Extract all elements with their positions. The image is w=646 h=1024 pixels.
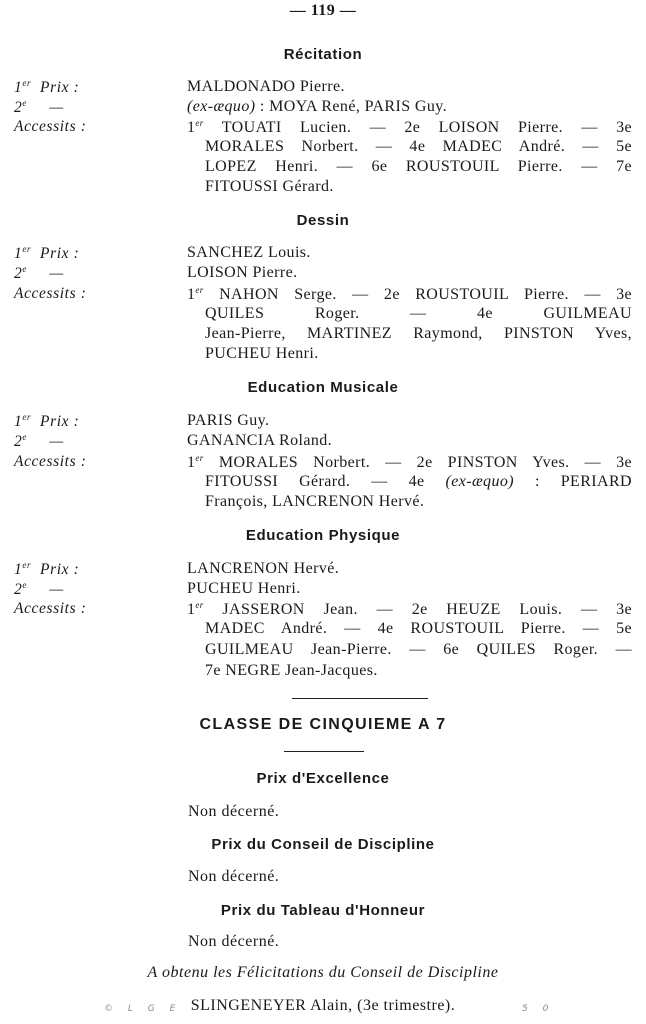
accessits-line: 1er JASSERON Jean. — 2e HEUZE Louis. — 3e	[187, 600, 632, 618]
accessits-line: PUCHEU Henri.	[205, 345, 319, 362]
accessits-row	[0, 118, 646, 138]
accessits-label: Accessits :	[14, 285, 87, 302]
prix-tableau-title: Prix du Tableau d'Honneur	[220, 902, 426, 919]
section-title-musicale: Education Musicale	[247, 379, 399, 396]
accessits-line-row	[0, 662, 646, 682]
second-prize-winner: (ex-æquo) : MOYA René, PARIS Guy.	[187, 98, 448, 115]
accessits-row	[0, 453, 646, 473]
accessits-line-row	[0, 620, 646, 640]
divider-rule	[284, 751, 364, 752]
first-prize-winner: SANCHEZ Louis.	[187, 244, 311, 261]
second-prize-winner: GANANCIA Roland.	[187, 432, 333, 449]
accessits-label: Accessits :	[14, 453, 87, 470]
first-prize-label: 1er Prix :	[14, 412, 80, 430]
accessits-line: François, LANCRENON Hervé.	[205, 493, 425, 510]
watermark-right: 5 0	[522, 1004, 555, 1014]
watermark-left: © L G E	[104, 1004, 182, 1014]
prix-excellence-value: Non décerné.	[188, 803, 280, 820]
prix-conseil-title: Prix du Conseil de Discipline	[211, 836, 435, 853]
first-prize-row	[0, 560, 646, 580]
accessits-line: 1er TOUATI Lucien. — 2e LOISON Pierre. — 3e	[187, 118, 632, 136]
class-title: CLASSE DE CINQUIEME A 7	[199, 716, 447, 733]
accessits-line-row	[0, 641, 646, 661]
divider-rule	[292, 698, 428, 699]
accessits-row	[0, 600, 646, 620]
accessits-line: FITOUSSI Gérard.	[205, 178, 334, 195]
second-prize-label: 2e —	[14, 264, 64, 282]
accessits-line: LOPEZ Henri. — 6e ROUSTOUIL Pierre. — 7e	[205, 158, 632, 175]
accessits-line-row	[0, 138, 646, 158]
second-prize-label: 2e —	[14, 580, 64, 598]
second-prize-row	[0, 432, 646, 452]
felicitations-recipient: SLINGENEYER Alain, (3e trimestre).	[190, 997, 456, 1014]
second-prize-row	[0, 580, 646, 600]
second-prize-row	[0, 264, 646, 284]
accessits-line: MADEC André. — 4e ROUSTOUIL Pierre. — 5e	[205, 620, 632, 637]
accessits-line: FITOUSSI Gérard. — 4e (ex-æquo) : PERIARD	[205, 473, 633, 490]
second-prize-label: 2e —	[14, 98, 64, 116]
prix-conseil-value: Non décerné.	[188, 868, 280, 885]
first-prize-row	[0, 412, 646, 432]
first-prize-winner: LANCRENON Hervé.	[187, 560, 340, 577]
accessits-line-row	[0, 158, 646, 178]
accessits-line: QUILES Roger. — 4e GUILMEAU	[205, 305, 632, 322]
prix-tableau-value: Non décerné.	[188, 933, 280, 950]
second-prize-winner: PUCHEU Henri.	[187, 580, 301, 597]
accessits-row	[0, 285, 646, 305]
accessits-line: 1er MORALES Norbert. — 2e PINSTON Yves. — 3e	[187, 453, 632, 471]
first-prize-row	[0, 244, 646, 264]
prix-excellence-title: Prix d'Excellence	[256, 770, 390, 787]
accessits-label: Accessits :	[14, 600, 87, 617]
felicitations-line: A obtenu les Félicitations du Conseil de Discipline	[147, 964, 499, 981]
accessits-line: MORALES Norbert. — 4e MADEC André. — 5e	[205, 138, 632, 155]
section-title-dessin: Dessin	[296, 212, 350, 229]
accessits-line-row	[0, 325, 646, 345]
second-prize-row	[0, 98, 646, 118]
accessits-line-row	[0, 473, 646, 493]
first-prize-row	[0, 78, 646, 98]
accessits-line: 1er NAHON Serge. — 2e ROUSTOUIL Pierre. — 3e	[187, 285, 632, 303]
accessits-line-row	[0, 493, 646, 513]
accessits-line: 7e NEGRE Jean-Jacques.	[205, 662, 378, 679]
accessits-line-row	[0, 178, 646, 198]
accessits-line-row	[0, 345, 646, 365]
page-number: — 119 —	[289, 2, 357, 19]
accessits-label: Accessits :	[14, 118, 87, 135]
second-prize-winner: LOISON Pierre.	[187, 264, 298, 281]
first-prize-winner: PARIS Guy.	[187, 412, 270, 429]
first-prize-label: 1er Prix :	[14, 560, 80, 578]
section-title-physique: Education Physique	[245, 527, 401, 544]
first-prize-label: 1er Prix :	[14, 244, 80, 262]
accessits-line: GUILMEAU Jean-Pierre. — 6e QUILES Roger. —	[205, 641, 632, 658]
section-title-recitation: Récitation	[283, 46, 363, 63]
first-prize-label: 1er Prix :	[14, 78, 80, 96]
first-prize-winner: MALDONADO Pierre.	[187, 78, 345, 95]
second-prize-label: 2e —	[14, 432, 64, 450]
accessits-line: Jean-Pierre, MARTINEZ Raymond, PINSTON Yves,	[205, 325, 632, 342]
accessits-line-row	[0, 305, 646, 325]
